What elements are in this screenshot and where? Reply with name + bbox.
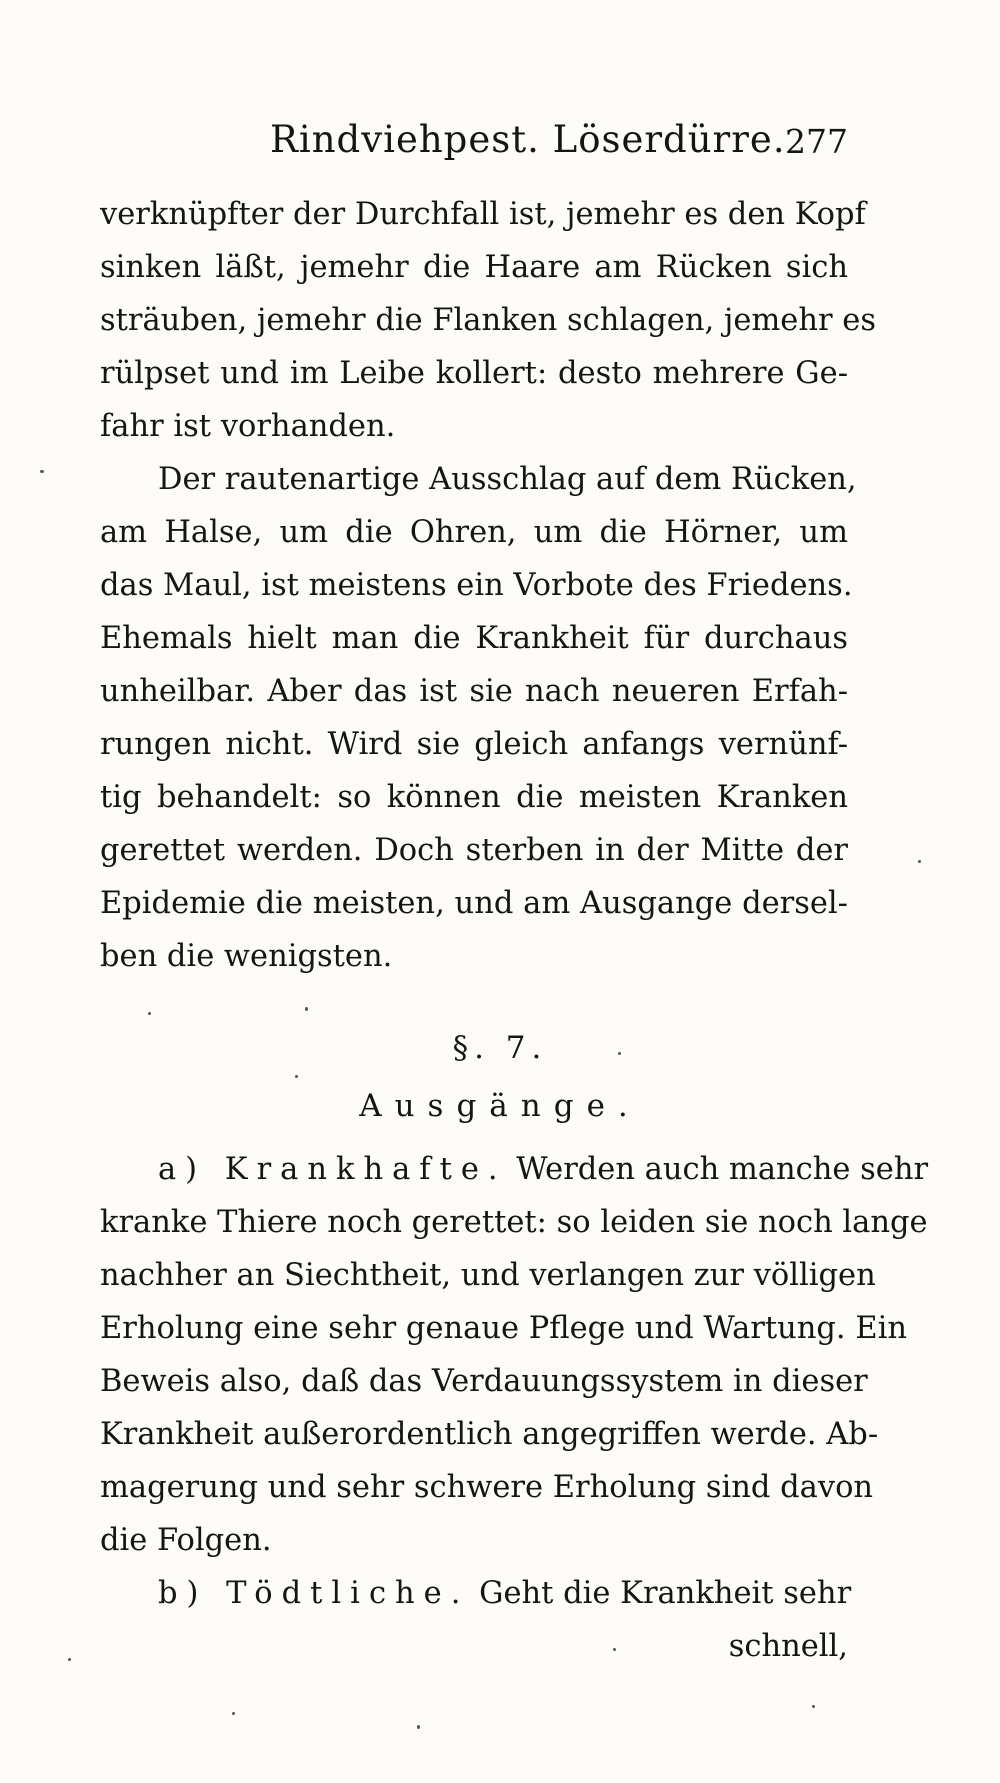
text-line: kranke Thiere noch gerettet: so leiden sie noch lange: [100, 1205, 928, 1240]
running-header: [100, 112, 848, 172]
text-line: magerung und sehr schwere Erholung sind davon: [100, 1470, 874, 1505]
text-line: Krankheit außerordentlich angegriffen werde. Ab-: [100, 1417, 879, 1452]
scan-speck: [305, 1007, 308, 1011]
text-line: das Maul, ist meistens ein Vorbote des Friedens.: [100, 568, 853, 603]
text-line: Der rautenartige Ausschlag auf dem Rücken,: [158, 462, 857, 497]
text-line: sinken läßt, jemehr die Haare am Rücken sich: [100, 250, 848, 285]
catchword: schnell,: [728, 1629, 848, 1664]
text-line: rungen nicht. Wird sie gleich anfangs vernünf-: [100, 727, 848, 762]
text-line: ben die wenigsten.: [100, 939, 393, 974]
running-title: Rindviehpest. Löserdürre.: [270, 118, 786, 161]
text-line: [158, 1574, 852, 1614]
section-title: Ausgänge.: [359, 1088, 641, 1124]
text-line: tig behandelt: so können die meisten Kranken: [100, 780, 848, 815]
scan-speck: [918, 860, 921, 863]
scan-speck: [148, 1012, 151, 1015]
text-run: Werden auch manche sehr: [516, 1152, 929, 1187]
scan-speck: [812, 1705, 815, 1708]
text-line: verknüpfter der Durchfall ist, jemehr es den Kopf: [100, 197, 866, 232]
text-line: [158, 1150, 929, 1190]
section-number: §. 7.: [452, 1030, 548, 1066]
scan-speck: [40, 470, 44, 473]
text-line: Beweis also, daß das Verdauungssystem in dieser: [100, 1364, 868, 1399]
text-line: gerettet werden. Doch sterben in der Mitte der: [100, 833, 848, 868]
text-line: die Folgen.: [100, 1523, 272, 1558]
text-line: am Halse, um die Ohren, um die Hörner, um: [100, 515, 848, 550]
scan-speck: [295, 1075, 298, 1078]
scan-speck: [618, 1052, 621, 1055]
scan-speck: [417, 1725, 420, 1729]
page-number: 277: [785, 122, 848, 161]
text-line: unheilbar. Aber das ist sie nach neueren Erfah-: [100, 674, 848, 709]
text-line: sträuben, jemehr die Flanken schlagen, jemehr es: [100, 303, 876, 338]
scan-speck: [68, 1658, 71, 1661]
subsection-lead: b) Tödtliche.: [158, 1576, 470, 1611]
subsection-lead: a) Krankhafte.: [158, 1152, 507, 1187]
text-line: rülpset und im Leibe kollert: desto mehrere Ge-: [100, 356, 848, 391]
scan-speck: [232, 1712, 235, 1715]
text-line: Ehemals hielt man die Krankheit für durchaus: [100, 621, 848, 656]
text-run: Geht die Krankheit sehr: [479, 1576, 852, 1611]
scan-speck: [613, 1648, 616, 1651]
text-line: nachher an Siechtheit, und verlangen zur völligen: [100, 1258, 876, 1293]
text-line: Epidemie die meisten, und am Ausgange dersel-: [100, 886, 848, 921]
text-line: Erholung eine sehr genaue Pflege und Wartung. Ein: [100, 1311, 907, 1346]
text-line: fahr ist vorhanden.: [100, 409, 396, 444]
